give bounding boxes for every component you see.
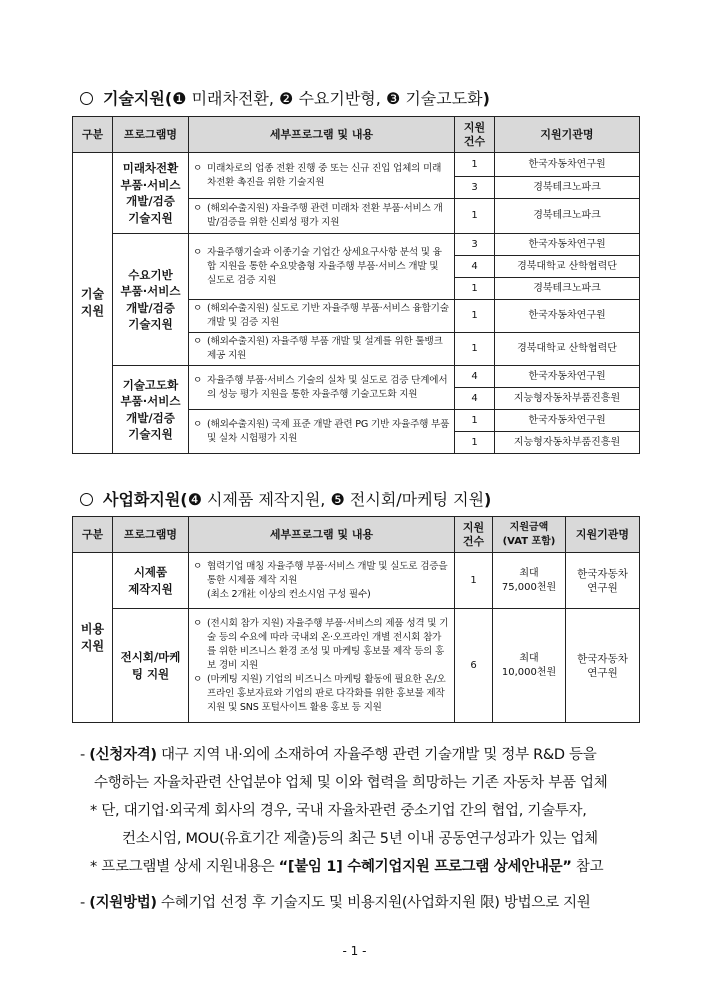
header-program: 프로그램명 (113, 117, 189, 153)
program-detail-cell: ㅇ (해외수출지원) 자율주행 관련 미래차 전환 부품·서비스 개발/검증을 위한 신뢰성 평가 지원 (189, 199, 455, 234)
table-row (73, 366, 640, 388)
header-details: 세부프로그램 및 내용 (189, 517, 455, 553)
header-program: 프로그램명 (113, 517, 189, 553)
header-details: 세부프로그램 및 내용 (189, 117, 455, 153)
program-detail-cell: ㅇ (전시회 참가 지원) 자율주행 부품·서비스의 제품 성격 및 기술 등의 수요에 따라 국내외 온·오프라인 개별 전시회 참가를 위한 비즈니스 환경 조성 및 마케팅 홍보물 제작 등의 홍보 경비 지원 ㅇ (마케팅 지원) 기업의 비즈니스 마케팅 활동에 필요한 온/오프라인 홍보자료와 기업의 판로 다각화를 위한 홍보물 제작 지원 및 SNS 포털사이트 활용 홍보 등 지원 (189, 609, 455, 723)
support-org-cell: 한국자동차 연구원 (566, 609, 640, 723)
support-count-cell: 4 (455, 256, 495, 278)
hollow-circle-bullet-icon: ㅇ (193, 203, 203, 214)
hollow-circle-bullet-icon: ㅇ (193, 162, 203, 174)
hollow-circle-bullet-icon: ㅇ (193, 374, 203, 386)
hollow-circle-bullet-icon: ㅇ (193, 617, 203, 629)
support-count-cell: 4 (455, 366, 495, 388)
program-detail-cell: ㅇ 미래차로의 업종 전환 진행 중 또는 신규 진입 업체의 미래차전환 촉진을 위한 기술지원 (189, 153, 455, 199)
support-org-cell: 경북대학교 산학협력단 (495, 256, 640, 278)
section1-title: 기술지원(❶ 미래차전환, ❷ 수요기반형, ❸ 기술고도화) (80, 86, 490, 109)
support-count-cell: 1 (455, 278, 495, 300)
table-row (73, 609, 640, 723)
hollow-circle-bullet-icon: ㅇ (193, 560, 203, 572)
support-org-cell: 지능형자동차부품진흥원 (495, 388, 640, 410)
support-org-cell: 한국자동차연구원 (495, 153, 640, 177)
note1-line1: * 단, 대기업·외국계 회사의 경우, 국내 자율차관련 중소기업 간의 협업, 기술투자, (90, 803, 587, 819)
hollow-circle-bullet-icon: ㅇ (193, 303, 203, 314)
program-detail-cell: ㅇ 자율주행 부품·서비스 기술의 실차 및 실도로 검증 단계에서의 성능 평가 지원을 통한 자율주행 기술고도화 지원 (189, 366, 455, 410)
program-detail-cell: ㅇ (해외수출지원) 실도로 기반 자율주행 부품·서비스 융합기술 개발 및 검증 지원 (189, 300, 455, 333)
header-count: 지원 건수 (455, 517, 493, 553)
support-count-cell: 1 (455, 553, 493, 609)
table-header-row (73, 517, 640, 553)
support-org-cell: 경북테크노파크 (495, 278, 640, 300)
category-cell: 비용 지원 (73, 553, 113, 723)
hollow-circle-bullet-icon (80, 92, 93, 105)
support-count-cell: 1 (455, 432, 495, 454)
support-count-cell: 6 (455, 609, 493, 723)
header-gubun: 구분 (73, 117, 113, 153)
header-count: 지원 건수 (455, 117, 495, 153)
program-detail-cell: ㅇ (해외수출지원) 국제 표준 개발 관련 PG 기반 자율주행 부품 및 실차 시험평가 지원 (189, 410, 455, 454)
support-count-cell: 1 (455, 333, 495, 366)
header-org: 지원기관명 (495, 117, 640, 153)
table-row (73, 234, 640, 256)
support-org-cell: 한국자동차 연구원 (566, 553, 640, 609)
apply-qualification-line1: - (신청자격) 대구 지역 내·외에 소재하여 자율주행 관련 기술개발 및 정부 R&D 등을 (80, 747, 597, 763)
header-amount: 지원금액 (VAT 포함) (493, 517, 566, 553)
program-name-cell: 전시회/마케 팅 지원 (113, 609, 189, 723)
support-org-cell: 경북대학교 산학협력단 (495, 333, 640, 366)
support-org-cell: 경북테크노파크 (495, 177, 640, 199)
header-org: 지원기관명 (566, 517, 640, 553)
support-amount-cell: 최대 10,000천원 (493, 609, 566, 723)
table-header-row (73, 117, 640, 153)
support-count-cell: 4 (455, 388, 495, 410)
support-count-cell: 1 (455, 199, 495, 234)
support-amount-cell: 최대 75,000천원 (493, 553, 566, 609)
support-org-cell: 한국자동차연구원 (495, 234, 640, 256)
hollow-circle-bullet-icon: ㅇ (193, 418, 203, 430)
program-detail-cell: ㅇ 협력기업 매칭 자율주행 부품·서비스 개발 및 실도로 검증을 통한 시제품 제작 지원 (최소 2개社 이상의 컨소시엄 구성 필수) (189, 553, 455, 609)
table-row (73, 153, 640, 177)
program-name-cell: 미래차전환 부품·서비스 개발/검증 기술지원 (113, 153, 189, 234)
support-org-cell: 경북테크노파크 (495, 199, 640, 234)
table-row (73, 553, 640, 609)
program-name-cell: 기술고도화 부품·서비스 개발/검증 기술지원 (113, 366, 189, 454)
commercialization-support-table (72, 516, 640, 723)
note2-line: * 프로그램별 상세 지원내용은 “[붙임 1] 수혜기업지원 프로그램 상세안내문” 참고 (90, 859, 604, 875)
page-number: - 1 - (342, 944, 367, 958)
support-org-cell: 한국자동차연구원 (495, 366, 640, 388)
program-name-cell: 수요기반 부품·서비스 개발/검증 기술지원 (113, 234, 189, 366)
support-method-line: - (지원방법) 수혜기업 선정 후 기술지도 및 비용지원(사업화지원 限) 방법으로 지원 (80, 895, 591, 911)
note1-line2: 컨소시엄, MOU(유효기간 제출)등의 최근 5년 이내 공동연구성과가 있는 업체 (122, 831, 598, 847)
header-gubun: 구분 (73, 517, 113, 553)
support-count-cell: 3 (455, 234, 495, 256)
hollow-circle-bullet-icon: ㅇ (193, 336, 203, 347)
support-count-cell: 3 (455, 177, 495, 199)
support-count-cell: 1 (455, 300, 495, 333)
tech-support-table (72, 116, 640, 454)
support-count-cell: 1 (455, 410, 495, 432)
program-name-cell: 시제품 제작지원 (113, 553, 189, 609)
hollow-circle-bullet-icon: ㅇ (193, 673, 203, 685)
hollow-circle-bullet-icon (80, 493, 93, 506)
support-org-cell: 한국자동차연구원 (495, 300, 640, 333)
program-detail-cell: ㅇ (해외수출지원) 자율주행 부품 개발 및 설계를 위한 툴뱅크 제공 지원 (189, 333, 455, 366)
program-detail-cell: ㅇ 자율주행기술과 이종기술 기업간 상세요구사항 분석 및 융합 지원을 통한 수요맞춤형 자율주행 부품·서비스 개발 및 실도로 검증 지원 (189, 234, 455, 300)
apply-qualification-line2: 수행하는 자율차관련 산업분야 업체 및 이와 협력을 희망하는 기존 자동차 부품 업체 (94, 775, 608, 791)
support-count-cell: 1 (455, 153, 495, 177)
section2-title: 사업화지원(❹ 시제품 제작지원, ❺ 전시회/마케팅 지원) (80, 487, 491, 510)
hollow-circle-bullet-icon: ㅇ (193, 246, 203, 258)
category-cell: 기술 지원 (73, 153, 113, 454)
support-org-cell: 지능형자동차부품진흥원 (495, 432, 640, 454)
support-org-cell: 한국자동차연구원 (495, 410, 640, 432)
